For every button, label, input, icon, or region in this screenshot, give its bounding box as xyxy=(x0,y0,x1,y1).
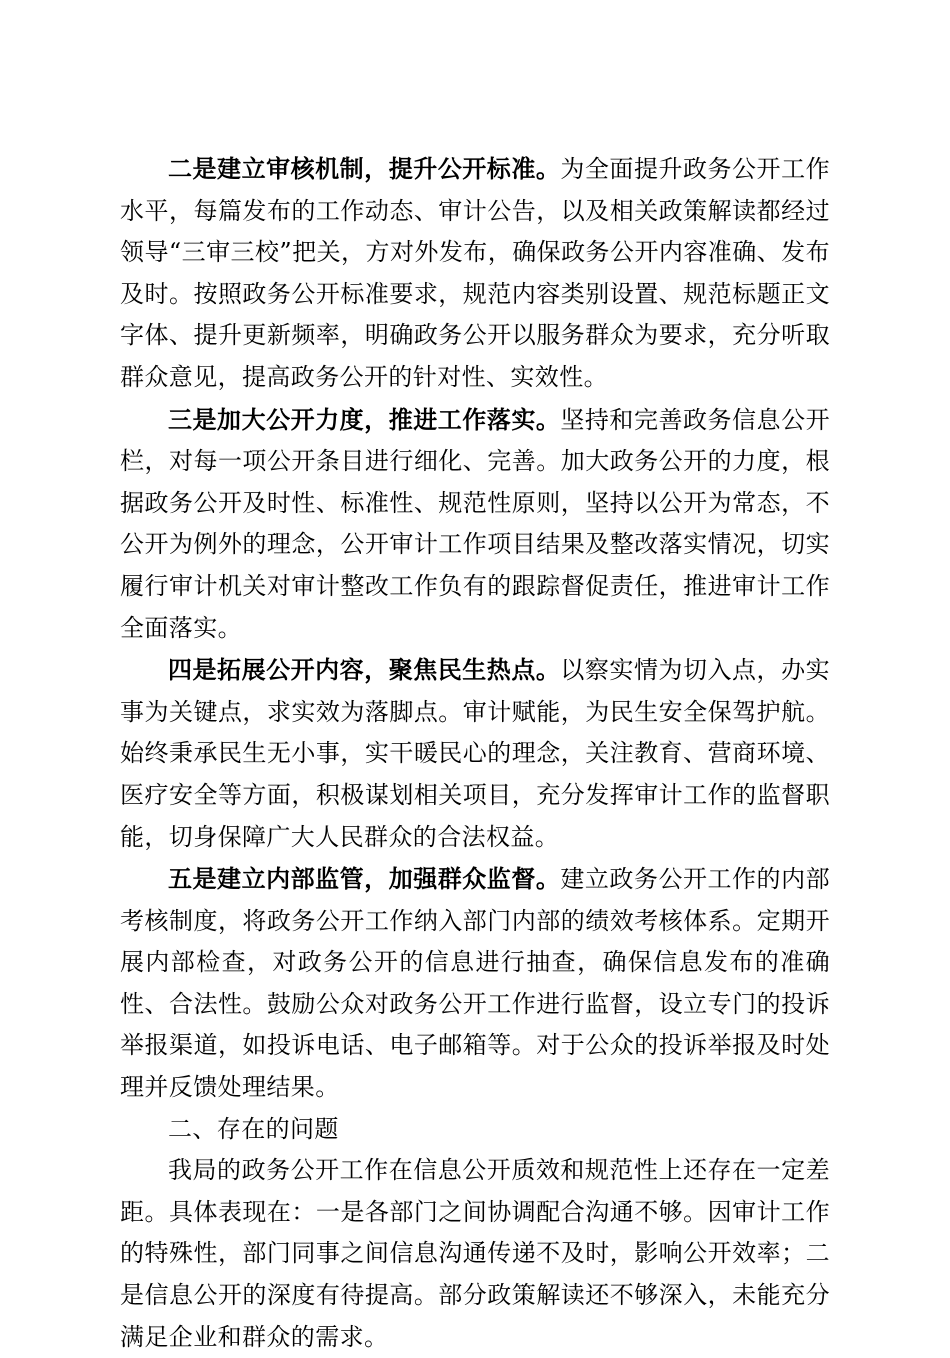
document-body xyxy=(120,148,830,1358)
paragraph-lead: 三是加大公开力度，推进工作落实。 xyxy=(168,404,561,434)
paragraph-livelihood-focus xyxy=(120,649,830,858)
paragraph-text: 坚持和完善政务信息公开栏，对每一项公开条目进行细化、完善。加大政务公开的力度，根据政务公开及时性、标准性、规范性原则，坚持以公开为常态，不公开为例外的理念，公开审计工作项目结果及整改落实情况，切实履行审计机关对审计整改工作负有的跟踪督促责任，推进审计工作全面落实。 xyxy=(120,405,831,642)
paragraph-lead: 二是建立审核机制，提升公开标准。 xyxy=(168,154,561,183)
paragraph-review-mechanism xyxy=(120,148,830,399)
paragraph-problems: 我局的政务公开工作在信息公开质效和规范性上还存在一定差距。具体表现在：一是各部门之间协调配合沟通不够。因审计工作的特殊性，部门同事之间信息沟通传递不及时，影响公开效率；二是信息公开的深度有待提高。部分政策解读还不够深入，未能充分满足企业和群众的需求。 xyxy=(120,1156,830,1351)
paragraph-lead: 四是拓展公开内容，聚焦民生热点。 xyxy=(168,655,561,685)
paragraph-text: 以察实情为切入点，办实事为关键点，求实效为落脚点。审计赋能，为民生安全保驾护航。始终秉承民生无小事，实干暖民心的理念，关注教育、营商环境、医疗安全等方面，积极谋划相关项目，充分发挥审计工作的监督职能，切身保障广大人民群众的合法权益。 xyxy=(120,656,831,851)
paragraph-lead: 五是建立内部监管，加强群众监督。 xyxy=(168,864,561,894)
section-heading-problems: 二、存在的问题 xyxy=(168,1114,339,1143)
paragraph-text: 为全面提升政务公开工作水平，每篇发布的工作动态、审计公告，以及相关政策解读都经过领导“三审三校”把关，方对外发布，确保政务公开内容准确、发布及时。按照政务公开标准要求，规范内容类别设置、规范标题正文字体、提升更新频率，明确政务公开以服务群众为要求，充分听取群众意见，提高政务公开的针对性、实效性。 xyxy=(120,155,831,391)
paragraph-text: 建立政务公开工作的内部考核制度，将政务公开工作纳入部门内部的绩效考核体系。定期开展内部检查，对政务公开的信息进行抽查，确保信息发布的准确性、合法性。鼓励公众对政务公开工作进行监督，设立专门的投诉举报渠道，如投诉电话、电子邮箱等。对于公众的投诉举报及时处理并反馈处理结果。 xyxy=(120,865,831,1102)
paragraph-internal-supervision xyxy=(120,858,830,1109)
paragraph-disclosure-strength xyxy=(120,399,830,650)
